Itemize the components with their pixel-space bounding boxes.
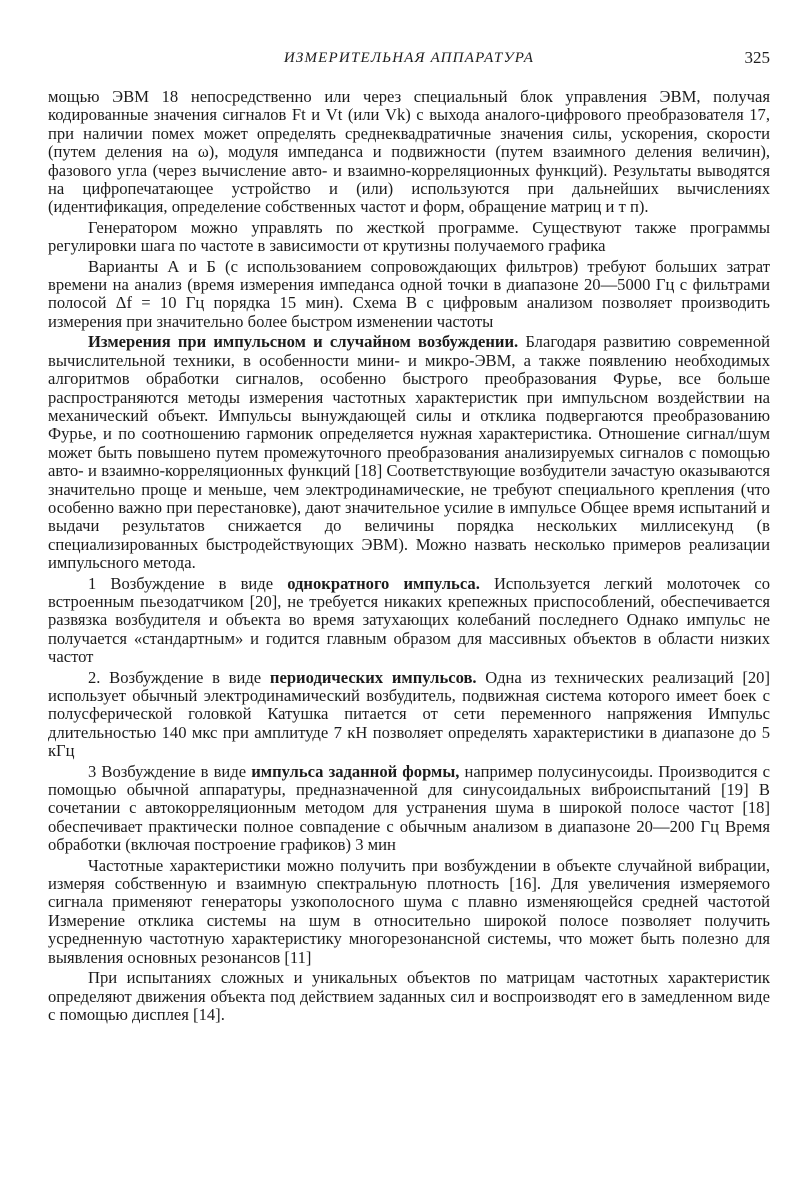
page-header: [48, 50, 770, 74]
paragraph-text: При испытаниях сложных и уникальных объектов по матрицам частотных характеристик определяют движения объекта под действием заданных сил и воспроизводят его в замедленном виде с помощью дисплея [14].: [48, 968, 770, 1024]
list-item-single-impulse: [48, 575, 770, 667]
paragraph-text: Частотные характеристики можно получить при возбуждении в объекте случайной вибрации, измеряя собственную и взаимную спектральную плотность [16]. Для увеличения измеряемого сигнала применяют генераторы узкополосного шума с плавно изменяющейся средней частотой Измерение отклика системы на шум в относительно широкой полосе позволяет получить усредненную частотную характеристику многорезонансной системы, что может быть полезно для выявления основных резонансов [11]: [48, 855, 770, 967]
book-page: [48, 0, 770, 1200]
paragraph-text: Генератором можно управлять по жесткой программе. Существуют также программы регулировки шага по частоте в зависимости от крутизны получаемого графика: [48, 217, 770, 256]
page-number: 325: [744, 48, 770, 67]
list-item-periodic-impulses: [48, 669, 770, 761]
paragraph-text: Одна из технических реализаций [20] использует обычный электродинамический возбудитель, подвижная система которого имеет боек с полусферической головкой Катушка питается от сети переменного напряжения Импульс длительностью 140 мкс при амплитуде 7 кН позволяет определять характеристики в диапазоне до 5 кГц: [48, 667, 770, 761]
paragraph-complex-objects: [48, 969, 770, 1024]
paragraph-random-vibration: [48, 857, 770, 967]
paragraph-text: Благодаря развитию современной вычислительной техники, в особенности мини- и микро-ЭВМ, а также появлению необходимых алгоритмов обработки сигналов, особенно быстрого преобразования Фурье, все больше распространяются методы измерения частотных характеристик при импульсном воздействии на механический объект. Импульсы вынуждающей силы и отклика подвергаются преобразованию Фурье, и по соотношению гармоник определяется нужная характеристика. Отношение сигнал/шум может быть повышено путем промежуточного преобразования анализируемых сигналов с помощью авто- и взаимно-корреляционных функций [18] Соответствующие возбудители зачастую оказываются значительно проще и меньше, чем электродинамические, не требуют специального крепления (что особенно важно при перестановке), дают значительное усилие в импульсе Общее время испытаний и выдачи результатов снижается до величины порядка нескольких миллисекунд (в специализированных быстродействующих ЭВМ). Можно назвать несколько примеров реализации импульсного метода.: [48, 332, 770, 573]
list-item-prefix: 2. Возбуждение в виде: [88, 667, 270, 687]
list-item-term: однократного импульса.: [287, 573, 480, 593]
paragraph-text: Используется легкий молоточек со встроенным пьезодатчиком [20], не требуется никаких крепежных приспособлений, обеспечивается развязка возбудителя и объекта во время затухающих колебаний последнего Однако импульс не получается «стандартным» и годится главным образом для массивных объектов в области низких частот: [48, 573, 770, 667]
body-text: [48, 88, 770, 1024]
paragraph-text: мощью ЭВМ 18 непосредственно или через специальный блок управления ЭВМ, получая кодированные значения сигналов Ft и Vt (или Vk) с выхода аналого-цифрового преобразователя 17, при наличии помех может определять среднеквадратичные значения силы, ускорения, скорости (путем деления на ω), модуля импеданса и подвижности (путем взаимного деления величин), фазового угла (через вычисление авто- и взаимно-корреляционных функций). Результаты выводятся на цифропечатающее устройство и (или) используются при дальнейших вычислениях (идентификация, определение собственных частот и форм, обращение матриц и т п).: [48, 87, 770, 217]
list-item-prefix: 3 Возбуждение в виде: [88, 761, 252, 781]
paragraph-text: Варианты А и Б (с использованием сопровождающих фильтров) требуют больших затрат времени на анализ (время измерения импеданса одной точки в диапазоне 20—5000 Гц с фильтрами полосой Δf = 10 Гц порядка 15 мин). Схема В с цифровым анализом позволяет производить измерения при значительно более быстром изменении частоты: [48, 256, 770, 331]
paragraph-continuation: [48, 88, 770, 217]
paragraph-generator-control: [48, 219, 770, 256]
paragraph-impulse-random: [48, 333, 770, 572]
paragraph-text: например полусинусоиды. Производится с помощью обычной аппаратуры, предназначенной для синусоидальных виброиспытаний [19] В сочетании с автокорреляционным методом для устранения шума в широкой полосе частот [18] обеспечивает практически полное совпадение с обычным анализом в диапазоне 20—200 Гц Время обработки (включая построение графиков) 3 мин: [48, 761, 770, 855]
list-item-term: периодических импульсов.: [269, 667, 477, 687]
running-title: ИЗМЕРИТЕЛЬНАЯ АППАРАТУРА: [283, 50, 535, 66]
list-item-prefix: 1 Возбуждение в виде: [88, 573, 288, 593]
list-item-shaped-impulse: [48, 763, 770, 855]
list-item-term: импульса заданной формы,: [251, 761, 460, 781]
section-heading: Измерения при импульсном и случайном возбуждении.: [88, 332, 519, 352]
paragraph-variants: [48, 258, 770, 332]
